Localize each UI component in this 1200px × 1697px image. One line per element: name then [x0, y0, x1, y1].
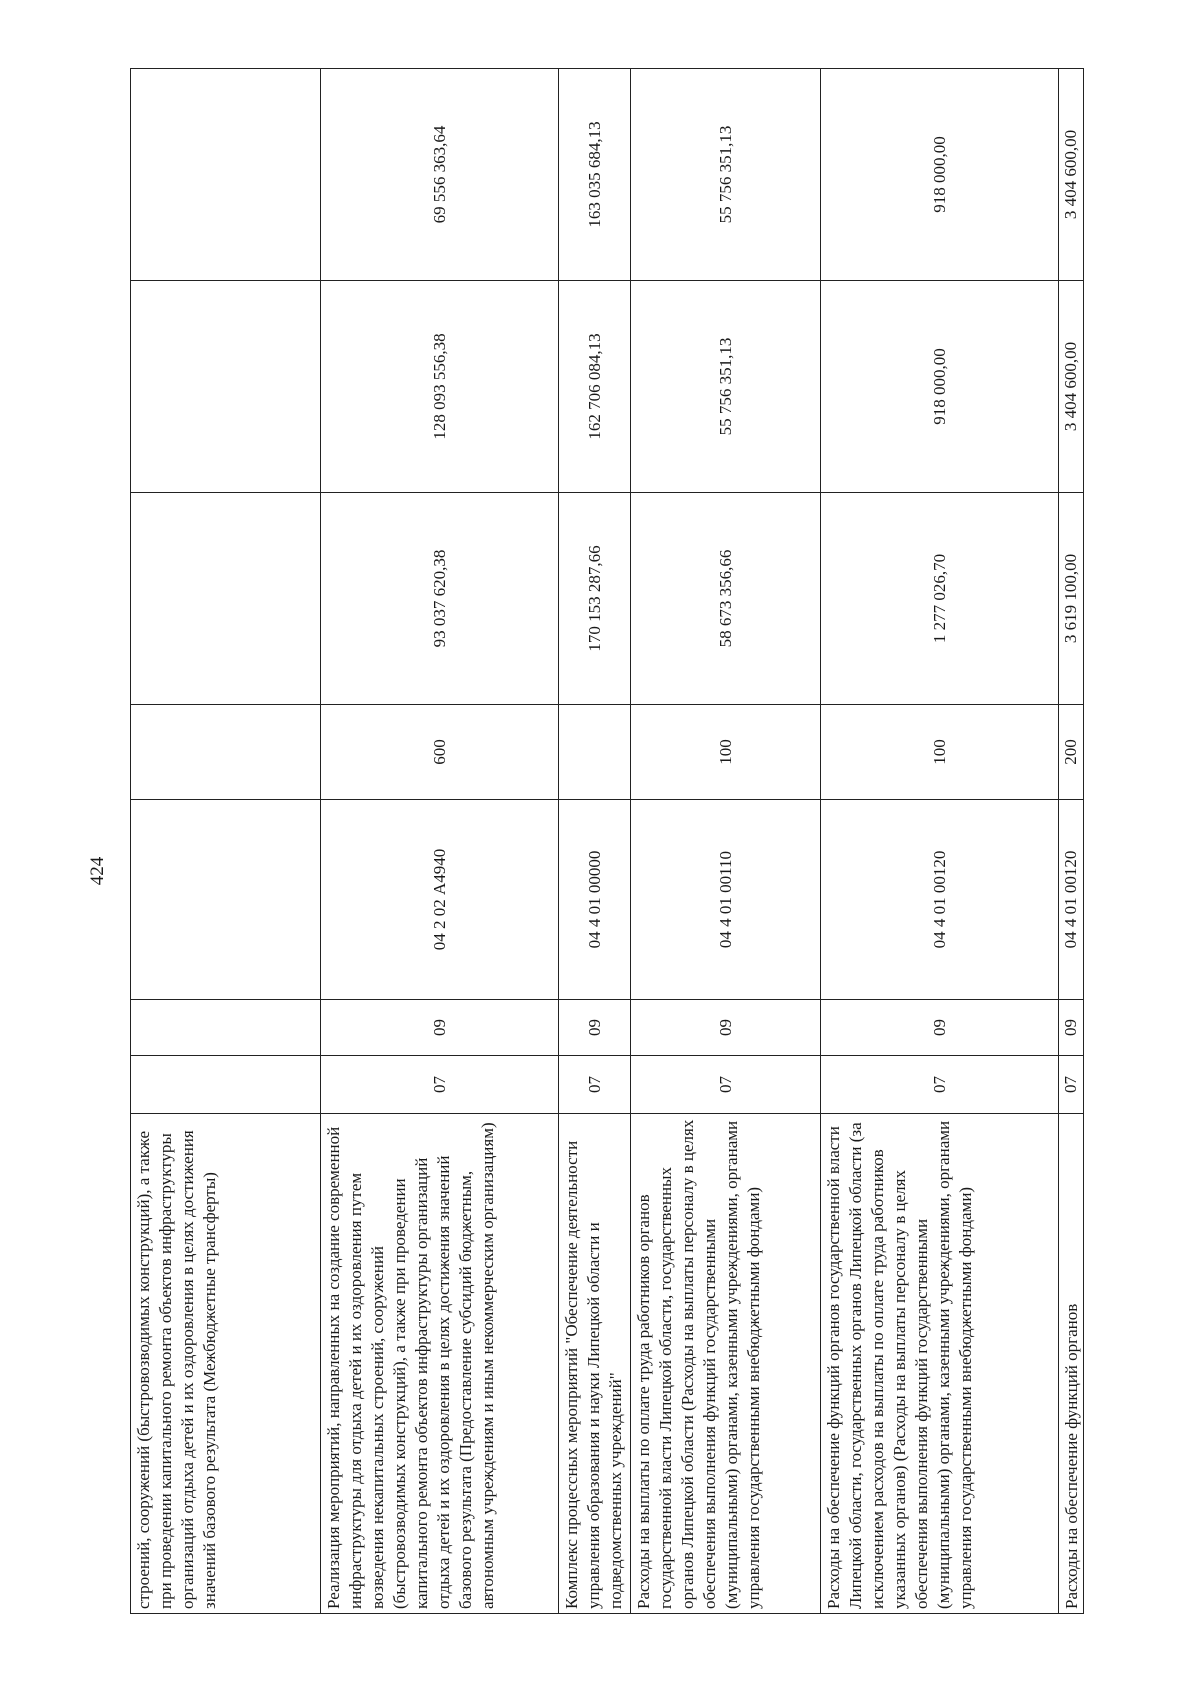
table-row — [1059, 69, 1084, 1614]
target-article-code: 04 4 01 00120 — [1059, 800, 1084, 1000]
row-description: Расходы на выплаты по оплате труда работников органов государственной власти Липецкой области, государственных органов Липецкой области (Расходы на выплаты персоналу в целях обеспечения выполнения функций государственными (муниципальными) органами, казенными учреждениями, органами управления государственными внебюджетными фондами) — [631, 1114, 821, 1614]
row-description: Реализация мероприятий, направленных на создание современной инфраструктуры для отдыха детей и их оздоровления путем возведения некапитальных строений, сооружений (быстровозводимых конструкций), а также при проведении капитального ремонта объектов инфраструктуры организаций отдыха детей и их оздоровления в целях достижения значений базового результата (Предоставление субсидий бюджетным, автономным учреждениям и иным некоммерческим организациям) — [321, 1114, 559, 1614]
table-row — [821, 69, 1059, 1614]
amount-2026 — [131, 69, 321, 281]
amount-2026: 69 556 363,64 — [321, 69, 559, 281]
subsection-code: 09 — [321, 1000, 559, 1056]
amount-2025: 3 404 600,00 — [1059, 281, 1084, 493]
expense-type-code: 100 — [821, 705, 1059, 800]
subsection-code — [131, 1000, 321, 1056]
amount-2024: 1 277 026,70 — [821, 493, 1059, 705]
table-row — [631, 69, 821, 1614]
row-description: Комплекс процессных мероприятий "Обеспечение деятельности управления образования и науки Липецкой области и подведомственных учреждений" — [559, 1114, 631, 1614]
row-description: Расходы на обеспечение функций органов — [1059, 1114, 1084, 1614]
budget-table — [130, 68, 1084, 1614]
amount-2026: 918 000,00 — [821, 69, 1059, 281]
amount-2026: 55 756 351,13 — [631, 69, 821, 281]
table-row — [131, 69, 321, 1614]
subsection-code: 09 — [631, 1000, 821, 1056]
section-code: 07 — [631, 1056, 821, 1114]
expense-type-code: 200 — [1059, 705, 1084, 800]
table-row — [559, 69, 631, 1614]
subsection-code: 09 — [559, 1000, 631, 1056]
section-code: 07 — [321, 1056, 559, 1114]
amount-2026: 3 404 600,00 — [1059, 69, 1084, 281]
expense-type-code — [131, 705, 321, 800]
expense-type-code: 100 — [631, 705, 821, 800]
expense-type-code — [559, 705, 631, 800]
section-code — [131, 1056, 321, 1114]
target-article-code: 04 4 01 00120 — [821, 800, 1059, 1000]
page-number: 424 — [87, 856, 108, 886]
amount-2025 — [131, 281, 321, 493]
target-article-code: 04 4 01 00110 — [631, 800, 821, 1000]
table-row — [321, 69, 559, 1614]
row-description: строений, сооружений (быстровозводимых конструкций), а также при проведении капитального ремонта объектов инфраструктуры организаций отдыха детей и их оздоровления в целях достижения значений базового результата (Межбюджетные трансферты) — [131, 1114, 321, 1614]
rotated-table-frame — [130, 69, 1082, 1614]
target-article-code: 04 4 01 00000 — [559, 800, 631, 1000]
amount-2024: 93 037 620,38 — [321, 493, 559, 705]
section-code: 07 — [559, 1056, 631, 1114]
section-code: 07 — [821, 1056, 1059, 1114]
amount-2024: 58 673 356,66 — [631, 493, 821, 705]
target-article-code: 04 2 02 А4940 — [321, 800, 559, 1000]
target-article-code — [131, 800, 321, 1000]
section-code: 07 — [1059, 1056, 1084, 1114]
amount-2025: 55 756 351,13 — [631, 281, 821, 493]
amount-2024: 170 153 287,66 — [559, 493, 631, 705]
amount-2024: 3 619 100,00 — [1059, 493, 1084, 705]
amount-2025: 128 093 556,38 — [321, 281, 559, 493]
amount-2025: 918 000,00 — [821, 281, 1059, 493]
subsection-code: 09 — [821, 1000, 1059, 1056]
expense-type-code: 600 — [321, 705, 559, 800]
amount-2024 — [131, 493, 321, 705]
subsection-code: 09 — [1059, 1000, 1084, 1056]
row-description: Расходы на обеспечение функций органов государственной власти Липецкой области, государственных органов Липецкой области (за исключением расходов на выплаты по оплате труда работников указанных органов) (Расходы на выплаты персоналу в целях обеспечения выполнения функций государственными (муниципальными) органами, казенными учреждениями, органами управления государственными внебюджетными фондами) — [821, 1114, 1059, 1614]
amount-2025: 162 706 084,13 — [559, 281, 631, 493]
amount-2026: 163 035 684,13 — [559, 69, 631, 281]
